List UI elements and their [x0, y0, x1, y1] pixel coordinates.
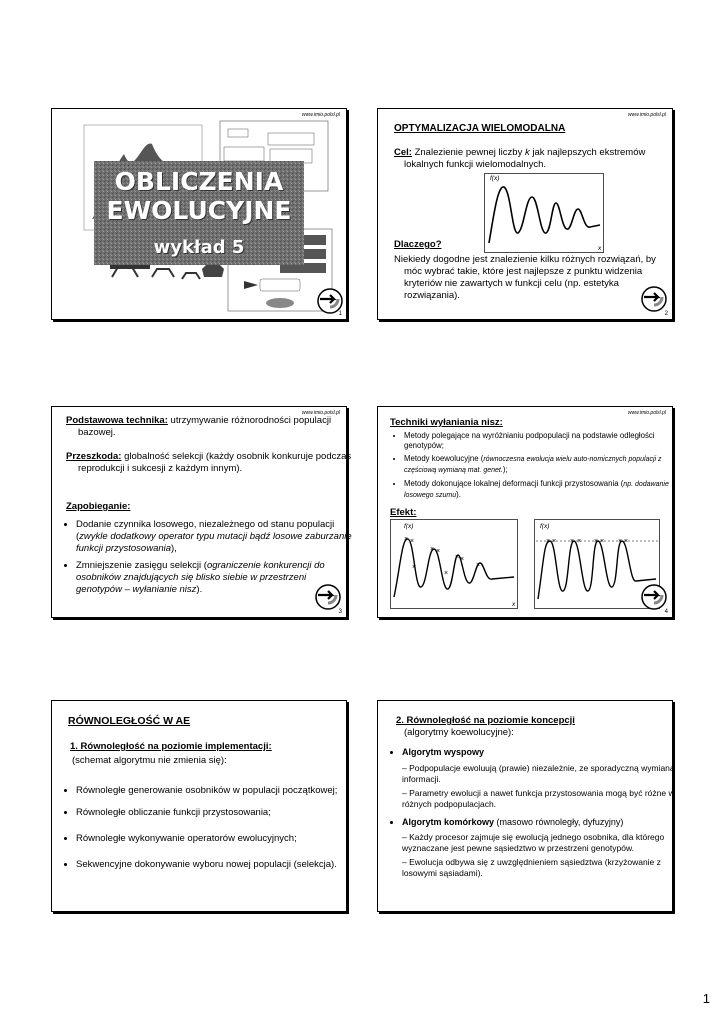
b2-pre: Zmniejszenie zasięgu selekcji (	[76, 560, 207, 571]
svg-text:×: ×	[618, 538, 623, 545]
cellular-algorithm: Algorytm komórkowy	[402, 817, 495, 827]
b1-pre: Dodanie czynnika losowego, niezależnego od stanu populacji (	[76, 519, 335, 542]
svg-text:×: ×	[430, 546, 435, 553]
implementation-list	[62, 785, 346, 871]
cellular-desc-1: – Każdy procesor zajmuje się ewolucją jednego osobnika, dla którego wyznaczane jest pewne sąsiedztwo w przestrzeni genotypów.	[402, 832, 665, 853]
island-desc-1: – Podpopulacje ewoluują (prawie) niezależnie, ze sporadyczną wymianą informacji.	[402, 763, 675, 784]
fx-label-left: f(x)	[404, 523, 414, 530]
svg-text:×: ×	[404, 536, 409, 543]
implementation-subtitle: 1. Równoległość na poziomie implementacji:	[70, 741, 272, 752]
slide-url: www.imio.polsl.pl	[627, 112, 666, 118]
svg-text:×: ×	[600, 538, 605, 545]
svg-text:×: ×	[460, 556, 465, 563]
why-text: Niekiedy dogodne jest znalezienie kilku różnych rozwiązań, by móc wybrać takie, które jest najlepsze z punktu widzenia kryteriów nie zawartych w funkcji celu (np. estetyka rozwiązania).	[394, 254, 656, 301]
fx-label: f(x)	[490, 175, 500, 182]
b3-post: ).	[456, 490, 461, 499]
concept-note: (algorytmy koewolucyjne):	[404, 727, 514, 738]
svg-text:×: ×	[594, 538, 599, 545]
list-item: • Sekwencyjne dokonywanie wyboru nowej populacji (selekcja).	[76, 859, 346, 871]
prevention-label: Zapobieganie:	[66, 501, 131, 512]
slide-url: www.imio.polsl.pl	[627, 410, 666, 416]
list-item	[404, 479, 676, 501]
list-item: • Równoległe wykonywanie operatorów ewolucyjnych;	[76, 833, 346, 845]
niche-techniques-list	[390, 431, 676, 501]
cellular-desc-2: – Ewolucja odbywa się z uwzględnieniem sąsiedztwa (krzyżowanie z losowymi sąsiadami).	[402, 857, 661, 878]
fx-label-right: f(x)	[540, 523, 550, 530]
slide-5-title: RÓWNOLEGŁOŚĆ W AE	[68, 715, 191, 727]
slide-3	[51, 406, 352, 618]
x-label: x	[598, 245, 602, 252]
multimodal-function-plot	[484, 173, 604, 253]
list-item	[76, 560, 352, 596]
slide-5	[51, 700, 347, 912]
b1-post: ),	[171, 543, 177, 554]
niche-plot-left	[390, 519, 518, 609]
island-desc-2: – Parametry ewolucji a nawet funkcja przystosowania mogą być różne w różnych podpopulacjach.	[402, 788, 675, 809]
svg-text:×: ×	[577, 538, 582, 545]
prevention-list	[62, 519, 352, 596]
list-item	[402, 817, 678, 878]
obstacle-label: Przeszkoda:	[66, 451, 122, 462]
title-line-1: OBLICZENIA	[114, 167, 284, 196]
b3-italic: np. dodawanie losowego szumu	[404, 481, 669, 499]
list-item: • Metody polegające na wyróżnianiu podpopulacji na podstawie odległości genotypów;	[404, 431, 676, 451]
concept-list	[388, 747, 678, 878]
svg-text:×: ×	[570, 538, 575, 545]
basic-label: Podstawowa technika:	[66, 415, 168, 426]
list-item: • Równoległe obliczanie funkcji przystosowania;	[76, 807, 346, 819]
slide-4-title: Techniki wyłaniania nisz:	[390, 417, 503, 428]
title-line-2: EWOLUCYJNE	[106, 196, 292, 225]
page-number: 1	[702, 991, 710, 1006]
slide-number: 1	[338, 311, 342, 317]
b2-post: );	[502, 465, 508, 474]
list-item	[76, 519, 352, 555]
goal-label: Cel:	[394, 147, 412, 158]
slide-url: www.imio.polsl.pl	[301, 112, 340, 118]
basic-technique	[66, 415, 354, 439]
svg-text:×: ×	[444, 570, 449, 577]
obstacle-text: globalność selekcji (każdy osobnik konkuruje podczas reprodukcji i sukcesji z każdym innym).	[78, 451, 352, 474]
b2-pre: Metody koewolucyjne (	[404, 454, 484, 463]
university-logo-icon	[314, 583, 342, 611]
svg-text:×: ×	[436, 548, 441, 555]
goal-text	[394, 147, 674, 171]
slide-url: www.imio.polsl.pl	[301, 410, 340, 416]
slide-number: 2	[664, 311, 668, 317]
b3-pre: Metody dokonujące lokalnej deformacji funkcji przystosowania (	[404, 479, 624, 488]
university-logo-icon	[640, 285, 668, 313]
slide-6	[377, 700, 673, 912]
island-algorithm: Algorytm wyspowy	[402, 747, 485, 757]
goal-pre: Znalezienie pewnej liczby	[411, 147, 525, 158]
svg-text:×: ×	[476, 562, 481, 569]
svg-text:×: ×	[410, 538, 415, 545]
slide-1-subtitle: wykład 5	[153, 237, 245, 258]
b2-italic: ograniczenie konkurencji do osobników znajdujących się blisko siebie w przestrzeni genotypów – wyłanianie nisz	[76, 560, 325, 595]
b1-italic: zwykle dodatkowy operator typu mutacji bądź losowe zaburzanie funkcji przystosowania	[76, 531, 352, 554]
goal-post: jak najlepszych ekstremów lokalnych funkcji wielomodalnych.	[404, 147, 646, 170]
b2-post: ).	[196, 584, 203, 595]
slide-2	[377, 108, 673, 320]
x-label-left: x	[512, 601, 516, 608]
goal-k: k	[524, 147, 530, 158]
svg-text:×: ×	[546, 538, 551, 545]
implementation-note: (schemat algorytmu nie zmienia się):	[72, 755, 227, 766]
svg-text:×: ×	[624, 538, 629, 545]
slide-2-title: OPTYMALIZACJA WIELOMODALNA	[394, 123, 566, 134]
svg-text:×: ×	[455, 554, 460, 561]
basic-text: utrzymywanie różnorodności populacji bazowej.	[78, 415, 332, 438]
university-logo-icon	[640, 583, 668, 611]
slide-number: 3	[338, 609, 342, 615]
obstacle	[66, 451, 354, 475]
list-item	[402, 747, 678, 809]
list-item	[404, 454, 676, 476]
slide-4	[377, 406, 673, 618]
effect-label: Efekt:	[390, 507, 417, 518]
slide-1-title	[94, 167, 304, 225]
svg-text:×: ×	[412, 564, 417, 571]
slide-number: 4	[664, 609, 668, 615]
b2-italic: równoczesna ewolucja wielu auto-nomicznych populacji z częściową wymianą mat. genet.	[404, 456, 662, 474]
cellular-note: (masowo równoległy, dyfuzyjny)	[494, 817, 624, 827]
why-label: Dlaczego?	[394, 239, 442, 250]
list-item: • Równoległe generowanie osobników w populacji początkowej;	[76, 785, 346, 797]
slide-1	[51, 108, 347, 320]
concept-subtitle: 2. Równoległość na poziomie koncepcji	[396, 715, 575, 726]
svg-text:×: ×	[552, 538, 557, 545]
